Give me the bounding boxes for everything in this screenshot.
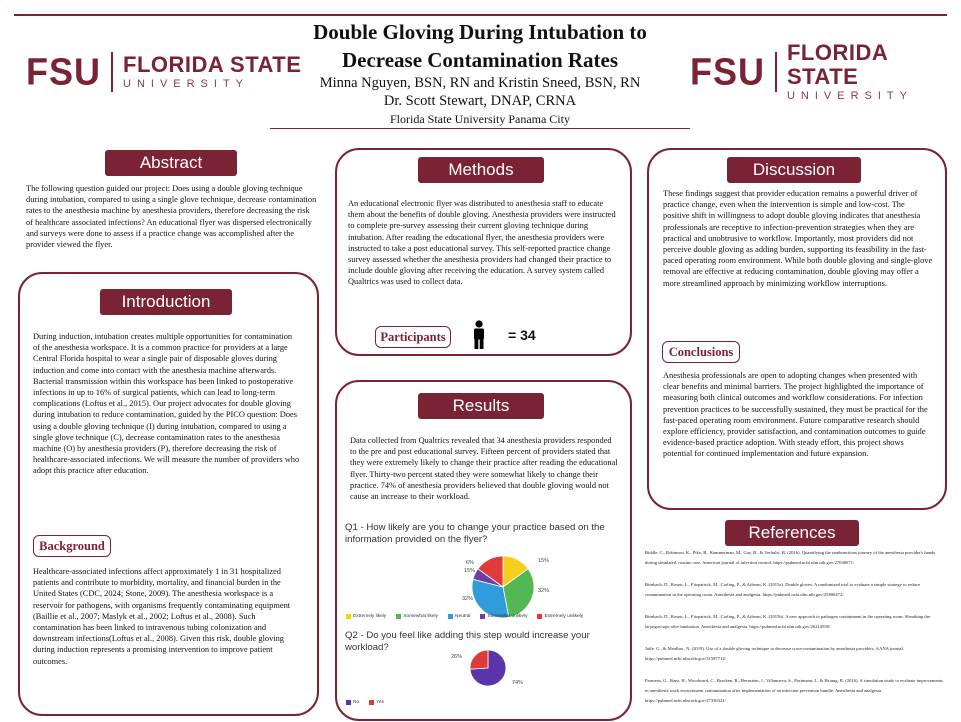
reference-item: Parmeos, G., Baez, H., Woodward, C., Bracken, R., Bernstein, J., Villanueva, S., Portmann, J., & Hsiung, R. (2016). A simulation study to evaluate improvements in anesthesia work environment contamination after implementation of an infection prevention bundle. Anesthesia and analgesia. https://pubmed.ncbi.nlm.nih.gov/27336321/ <box>645 678 943 703</box>
legend-item <box>346 614 386 619</box>
legend-label: Neutral <box>455 614 471 619</box>
logo-main-text: FLORIDA STATE <box>123 52 302 77</box>
results-heading: Results <box>418 393 544 419</box>
affiliation: Florida State University Panama City <box>390 112 570 126</box>
logo-sub-text: UNIVERSITY <box>786 90 913 102</box>
reference-item: Biddle, C., Robinson, K., Pike, B., Kammerman, M., Gay, B., & Verhulst, B. (2016). Quantifying the rambunctious journey of the anesthesia provider's hands during simulated, routine care. American journal of infection control. https://pubmed.ncbi.nlm.nih.gov/27040671/ <box>645 550 936 565</box>
legend-swatch <box>369 700 374 705</box>
legend-label: Somewhat unlikely <box>487 614 528 619</box>
introduction-heading: Introduction <box>100 289 232 315</box>
background-text: Healthcare-associated infections affect approximately 1 in 31 hospitalized patients and contribute to morbidity, mortality, and financial burden in the United States (CDC, 2024; Stone, 2009). The anesthesia workspace is a reservoir for pathogens, with organisms frequently contaminating equipment (Baillie et al., 2007; Maslyk et al., 2002; Loftus et al., 2008). Such contamination has been linked to intravenous tubing colonization and downstream infections(Loftus et al., 2008). Given this risk, double gloving during induction represents a promising intervention to improve patient outcomes. <box>33 567 291 666</box>
q1-pie-chart <box>470 554 536 620</box>
title-line-1: Double Gloving During Intubation to <box>313 20 647 44</box>
conclusions-label: Conclusions <box>662 341 740 363</box>
abstract-heading: Abstract <box>105 150 237 176</box>
pie-slice-yes <box>470 650 488 669</box>
legend-item <box>369 700 384 705</box>
methods-heading: Methods <box>418 157 544 183</box>
logo-divider <box>775 52 777 92</box>
legend-swatch <box>537 614 542 619</box>
authors-line-1: Minna Nguyen, BSN, RN and Kristin Sneed, BSN, RN <box>319 75 641 91</box>
conclusions-text: Anesthesia professionals are open to adopting changes when presented with clear benefits and minimal barriers. The project highlighted the importance of measuring both clinical outcomes and workflow considerations. For infection prevention practices to be successfully sustained, they must be practical for the fast-paced operating room environment. Future comparative research should explore efficiency, provider satisfaction, and contamination outcomes to guide evidence-based practice adoption. With steady effort, this project shows potential for continued implementation and future expansion. <box>663 371 928 459</box>
q1-label-somewhat-likely: 32% <box>538 588 550 594</box>
methods-text: An educational electronic flyer was distributed to anesthesia staff to educate them about the benefits of double gloving. Anesthesia providers were instructed to complete pre-survey assessing their current gloving technique during intubation. After reading the educational flyer, the anesthesia providers were instructed to take a post educational survey. This self-reported practice change survey assessed whether the anesthesia providers had changed their practice to include double gloving after receiving the education. A survey system called Qualtrics was used to collect data. <box>348 199 616 287</box>
abstract-text: The following question guided our project: Does using a double gloving technique during intubation, compared to using a single glove technique, decrease contamination rates to the anesthesia machine by anesthesia providers, therefore decreasing the risk of healthcare associated infections? An educational flyer was dispersed electronically and surveys were done to assess if a practice change was accomplished after the provider viewed the flyer. <box>26 184 317 250</box>
logo-sub-text: UNIVERSITY <box>123 78 250 90</box>
results-text: Data collected from Qualtrics revealed that 34 anesthesia providers responded to the pre and post educational survey. Fifteen percent of providers stated that they were extremely likely to change their practice after reading the educational flyer. Thirty-two percent stated they were somewhat likely to change their practice. 74% of anesthesia providers believed that double gloving would not cause an increase to their workload. <box>350 436 618 502</box>
legend-label: Somewhat likely <box>403 614 438 619</box>
logo-wordmark <box>787 41 961 103</box>
legend-item <box>537 614 583 619</box>
fsu-logo-mark: FSU <box>690 49 765 93</box>
legend-label: No <box>353 700 360 705</box>
legend-swatch <box>396 614 401 619</box>
q1-label-extremely-likely: 15% <box>538 558 550 564</box>
q1-label-neutral: 32% <box>462 596 474 602</box>
fsu-logo-left <box>26 49 302 93</box>
introduction-text: During induction, intubation creates multiple opportunities for contamination of the anesthesia workspace. It is a common practice for providers at a large Central Florida hospital to wear a single pair of disposable gloves during induction and come into contact with the anesthesia machine afterwards. Bacterial transmission within this workspace has been linked to postoperative infections in up to 16% of surgical patients, which can lead to long-term complications (Loftus et al., 2015). Our project advocates for double gloving during intubation to reduce contamination, guided by the PICO question: Does using a double gloving technique (I) during intubation, compared to using a single glove technique (C), decrease contamination rates to the anesthesia machine (O) by anesthesia providers (P), therefore decreasing the risk of healthcare-associated infections. We will measure the number of providers who adopt this practice after education. <box>33 332 300 476</box>
reference-item: Birnbach, D., Rosen, L., Fitzpatrick, M., Carling, P., & Arheart, K. (2015b). A new approach to pathogen containment in the operating room: Sheathing the laryngoscope after intubation. Anesthesia and analgesia. https://pubmed.ncbi.nlm.nih.gov/26214550/ <box>645 614 931 629</box>
fsu-logo-mark: FSU <box>26 49 101 93</box>
logo-main-text: FLORIDA STATE <box>786 40 888 89</box>
q1-label-extremely-unlikely: 15% <box>464 568 476 574</box>
authors <box>270 74 690 110</box>
legend-label: Yes <box>376 700 384 705</box>
participants-count: = 34 <box>508 327 536 343</box>
references-heading: References <box>725 520 859 546</box>
q2-question: Q2 - Do you feel like adding this step would increase your workload? <box>345 630 590 653</box>
background-label: Background <box>33 535 111 557</box>
legend-item <box>396 614 438 619</box>
legend-swatch <box>448 614 453 619</box>
legend-item <box>448 614 470 619</box>
q1-label-somewhat-unlikely: 6% <box>466 560 474 566</box>
participants-label: Participants <box>375 326 451 348</box>
legend-item <box>346 700 359 705</box>
affiliation-underline <box>270 128 690 129</box>
person-icon <box>470 320 488 350</box>
discussion-heading: Discussion <box>727 157 861 183</box>
poster-title <box>270 18 690 74</box>
legend-swatch <box>346 614 351 619</box>
reference-item: Jaffe, G., & Meulbac, N. (2019). Use of a double gloving technique to decrease cross-contamination by anesthesia providers. AANA journal. https://pubmed.ncbi.nlm.nih.gov/31587712/ <box>645 646 905 661</box>
q2-legend <box>346 700 384 705</box>
legend-swatch <box>346 700 351 705</box>
legend-label: Extremely unlikely <box>544 614 584 619</box>
reference-item: Birnbach, D., Rosen, L., Fitzpatrick, M., Carling, P., & Arheart, K. (2015a). Double gloves: A randomized trial to evaluate a simple strategy to reduce contamination in the operating room. Anesthesia and analgesia. https://pubmed.ncbi.nlm.nih.gov/25806472/ <box>645 582 921 597</box>
title-line-2: Decrease Contamination Rates <box>341 48 619 72</box>
legend-item <box>480 614 527 619</box>
legend-label: Extremely likely <box>353 614 387 619</box>
authors-line-2: Dr. Scott Stewart, DNAP, CRNA <box>383 93 577 109</box>
logo-divider <box>111 52 113 92</box>
fsu-logo-right <box>690 40 961 102</box>
q1-legend <box>346 614 583 619</box>
q2-label-no: 74% <box>512 680 524 686</box>
q2-label-yes: 26% <box>451 654 463 660</box>
discussion-text: These findings suggest that provider education remains a powerful driver of practice change, even when the intervention is simple and low-cost. The positive shift in willingness to adopt double gloving indicates that anesthesia professionals are receptive to infection-prevention strategies when they are practical and unobtrusive to workflow. Importantly, most providers did not perceive double gloving as adding burden, supporting its feasibility in the fast-paced operating room environment. While both double gloving and single-glove removal are effective at reducing contamination, double gloving may offer a more streamlined approach by minimizing workflow interruptions. <box>663 189 933 288</box>
q1-question: Q1 - How likely are you to change your practice based on the information provided on the flyer? <box>345 522 605 545</box>
legend-swatch <box>480 614 485 619</box>
top-divider <box>14 14 947 16</box>
q2-pie-chart <box>468 648 508 688</box>
